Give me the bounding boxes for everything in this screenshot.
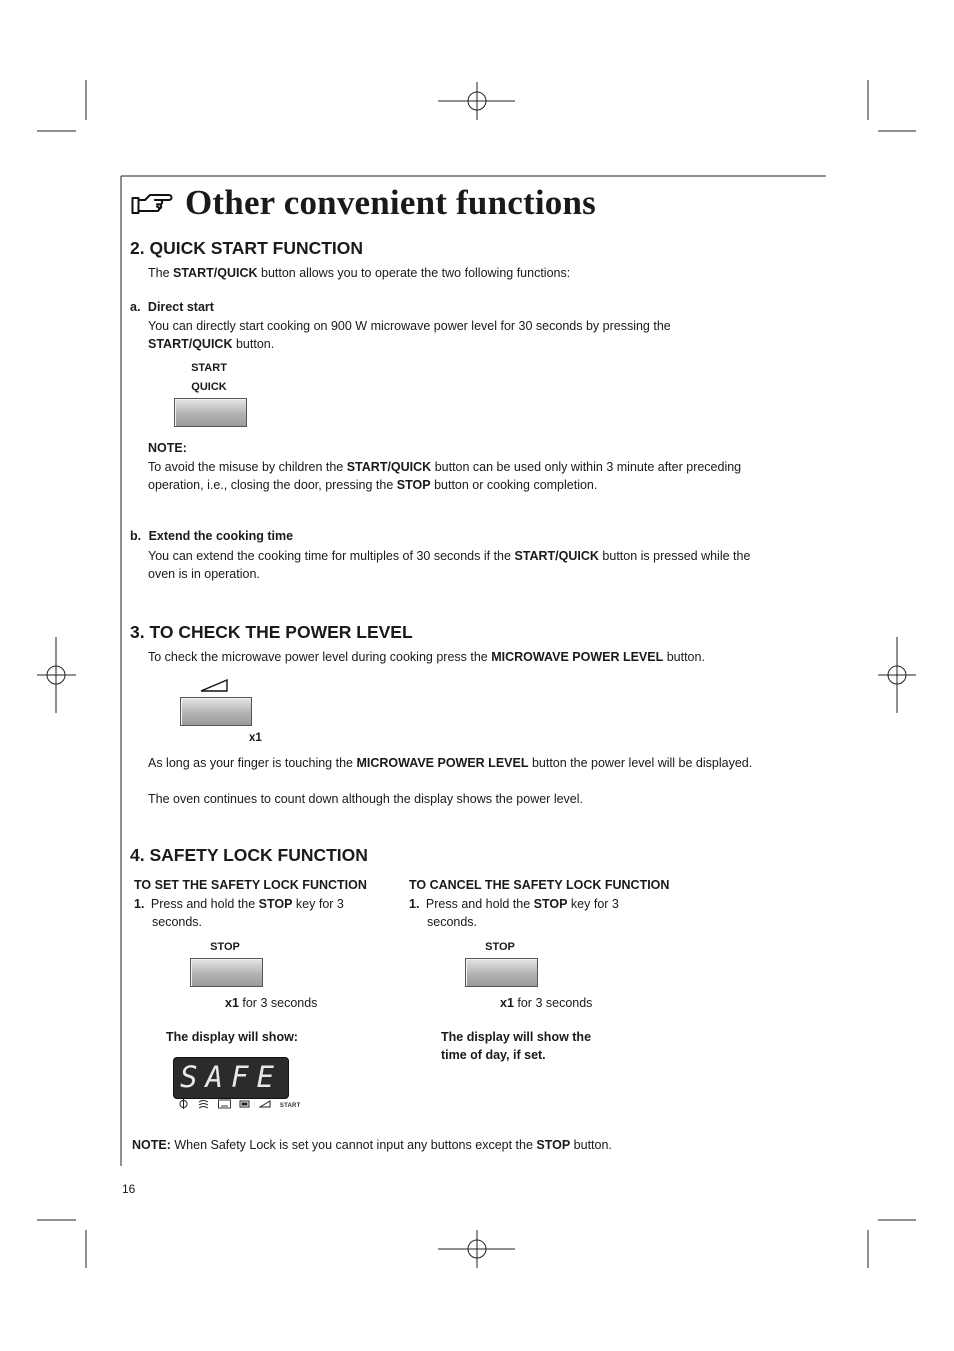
- text-run: button the power level will be displayed.: [528, 756, 753, 770]
- section-title: QUICK START FUNCTION: [149, 238, 364, 258]
- cancel-step-line-1: [409, 895, 619, 913]
- quick-button-label-bottom: QUICK: [191, 381, 227, 393]
- cancel-display-caption-line-2: time of day, if set.: [441, 1048, 546, 1062]
- power-level-indicator-icon: [259, 1100, 271, 1111]
- text-run-bold: STOP: [536, 1138, 571, 1152]
- text-run-bold: STOP: [258, 897, 293, 911]
- safety-lock-note: [132, 1136, 612, 1154]
- text-run: button or cooking completion.: [430, 478, 598, 492]
- subsection-label: b.: [130, 529, 142, 543]
- step-number: 1.: [409, 897, 420, 911]
- note-line-1: [148, 458, 741, 476]
- extend-line-2: oven is in operation.: [148, 567, 260, 581]
- text-run-bold: MICROWAVE POWER LEVEL: [356, 756, 529, 770]
- subsection-title: Direct start: [147, 300, 214, 314]
- text-run-bold: START/QUICK: [346, 460, 432, 474]
- text-run: As long as your finger is touching the: [148, 756, 357, 770]
- subsection-label: a.: [130, 300, 141, 314]
- display-indicator-row: [178, 1099, 306, 1112]
- text-run: button.: [663, 650, 705, 664]
- grill-icon: [239, 1099, 250, 1112]
- subsection-a-heading: [130, 300, 214, 314]
- display-readout: SAFE: [180, 1060, 282, 1094]
- text-run: You can extend the cooking time for multiples of 30 seconds if the: [148, 549, 515, 563]
- text-run-bold: START/QUICK: [148, 337, 233, 351]
- section-number: 3.: [130, 622, 145, 642]
- text-run-bold: START/QUICK: [173, 266, 258, 280]
- set-step-line-2: seconds.: [152, 915, 203, 929]
- text-run: Press and hold the: [425, 897, 534, 911]
- cancel-step-line-2: seconds.: [427, 915, 478, 929]
- cancel-safety-lock-heading: TO CANCEL THE SAFETY LOCK FUNCTION: [409, 878, 670, 892]
- defrost-icon: [198, 1099, 209, 1112]
- text-run-bold: START/QUICK: [514, 549, 599, 563]
- cancel-display-caption-line-1: The display will show the: [441, 1030, 592, 1044]
- section-heading-power-level: [130, 622, 413, 643]
- display-panel: [173, 1057, 289, 1099]
- page-title: Other convenient functions: [185, 183, 596, 222]
- start-quick-button[interactable]: [174, 398, 247, 427]
- press-count: x1: [249, 732, 262, 744]
- section-heading-quick-start: [130, 238, 363, 259]
- section-number: 4.: [130, 845, 145, 865]
- start-indicator: START: [279, 1102, 301, 1109]
- microwave-power-level-button[interactable]: [180, 697, 252, 726]
- stop-button-label: STOP: [485, 941, 515, 953]
- text-run: key for 3: [292, 897, 344, 911]
- set-safety-lock-heading: TO SET THE SAFETY LOCK FUNCTION: [134, 878, 367, 892]
- power-level-para-1: [148, 754, 752, 772]
- note-label: NOTE:: [132, 1138, 171, 1152]
- stop-button-cancel[interactable]: [465, 958, 538, 987]
- text-run: key for 3: [567, 897, 619, 911]
- text-run: operation, i.e., closing the door, pressing the: [148, 478, 397, 492]
- text-run-bold: STOP: [533, 897, 568, 911]
- direct-start-line-2: [148, 335, 274, 353]
- text-run-bold: MICROWAVE POWER LEVEL: [491, 650, 664, 664]
- power-level-intro: [148, 648, 705, 666]
- text-run: To avoid the misuse by children the: [148, 460, 347, 474]
- pointing-hand-icon: [131, 191, 173, 222]
- text-run: Press and hold the: [150, 897, 259, 911]
- subsection-b-heading: [130, 529, 293, 543]
- start-button-label-top: START: [191, 362, 227, 374]
- page-number: 16: [122, 1182, 136, 1196]
- stop-button-set[interactable]: [190, 958, 263, 987]
- cancel-press-duration: [500, 994, 592, 1012]
- weight-icon: [218, 1099, 231, 1112]
- note-line-2: [148, 476, 597, 494]
- stop-button-label: STOP: [210, 941, 240, 953]
- text-run: button.: [232, 337, 275, 351]
- text-run: When Safety Lock is set you cannot input any buttons except the: [170, 1138, 537, 1152]
- press-count: x1: [225, 996, 239, 1010]
- section-title: TO CHECK THE POWER LEVEL: [149, 622, 413, 642]
- text-run: The: [148, 266, 174, 280]
- display-caption: The display will show:: [166, 1030, 298, 1044]
- step-number: 1.: [134, 897, 145, 911]
- press-count: x1: [500, 996, 514, 1010]
- direct-start-line-1: You can directly start cooking on 900 W microwave power level for 30 seconds by pressing the: [148, 319, 671, 333]
- text-run: button.: [570, 1138, 612, 1152]
- section-heading-safety-lock: [130, 845, 368, 866]
- power-level-para-2: The oven continues to count down although the display shows the power level.: [148, 792, 583, 806]
- text-run: button allows you to operate the two following functions:: [257, 266, 571, 280]
- set-press-duration: [225, 994, 317, 1012]
- text-run: button can be used only within 3 minute after preceding: [431, 460, 742, 474]
- note-heading: NOTE:: [148, 441, 187, 455]
- extend-line-1: [148, 547, 750, 565]
- set-step-line-1: [134, 895, 344, 913]
- text-run: button is pressed while the: [598, 549, 751, 563]
- quick-start-intro: [148, 264, 570, 282]
- text-run: for 3 seconds: [513, 996, 593, 1010]
- subsection-title: Extend the cooking time: [148, 529, 294, 543]
- text-run: To check the microwave power level during cooking press the: [148, 650, 492, 664]
- section-number: 2.: [130, 238, 145, 258]
- text-run-bold: STOP: [396, 478, 431, 492]
- fan-icon: [178, 1099, 189, 1112]
- text-run: for 3 seconds: [238, 996, 318, 1010]
- section-title: SAFETY LOCK FUNCTION: [149, 845, 368, 865]
- power-level-ramp-icon: [200, 679, 230, 698]
